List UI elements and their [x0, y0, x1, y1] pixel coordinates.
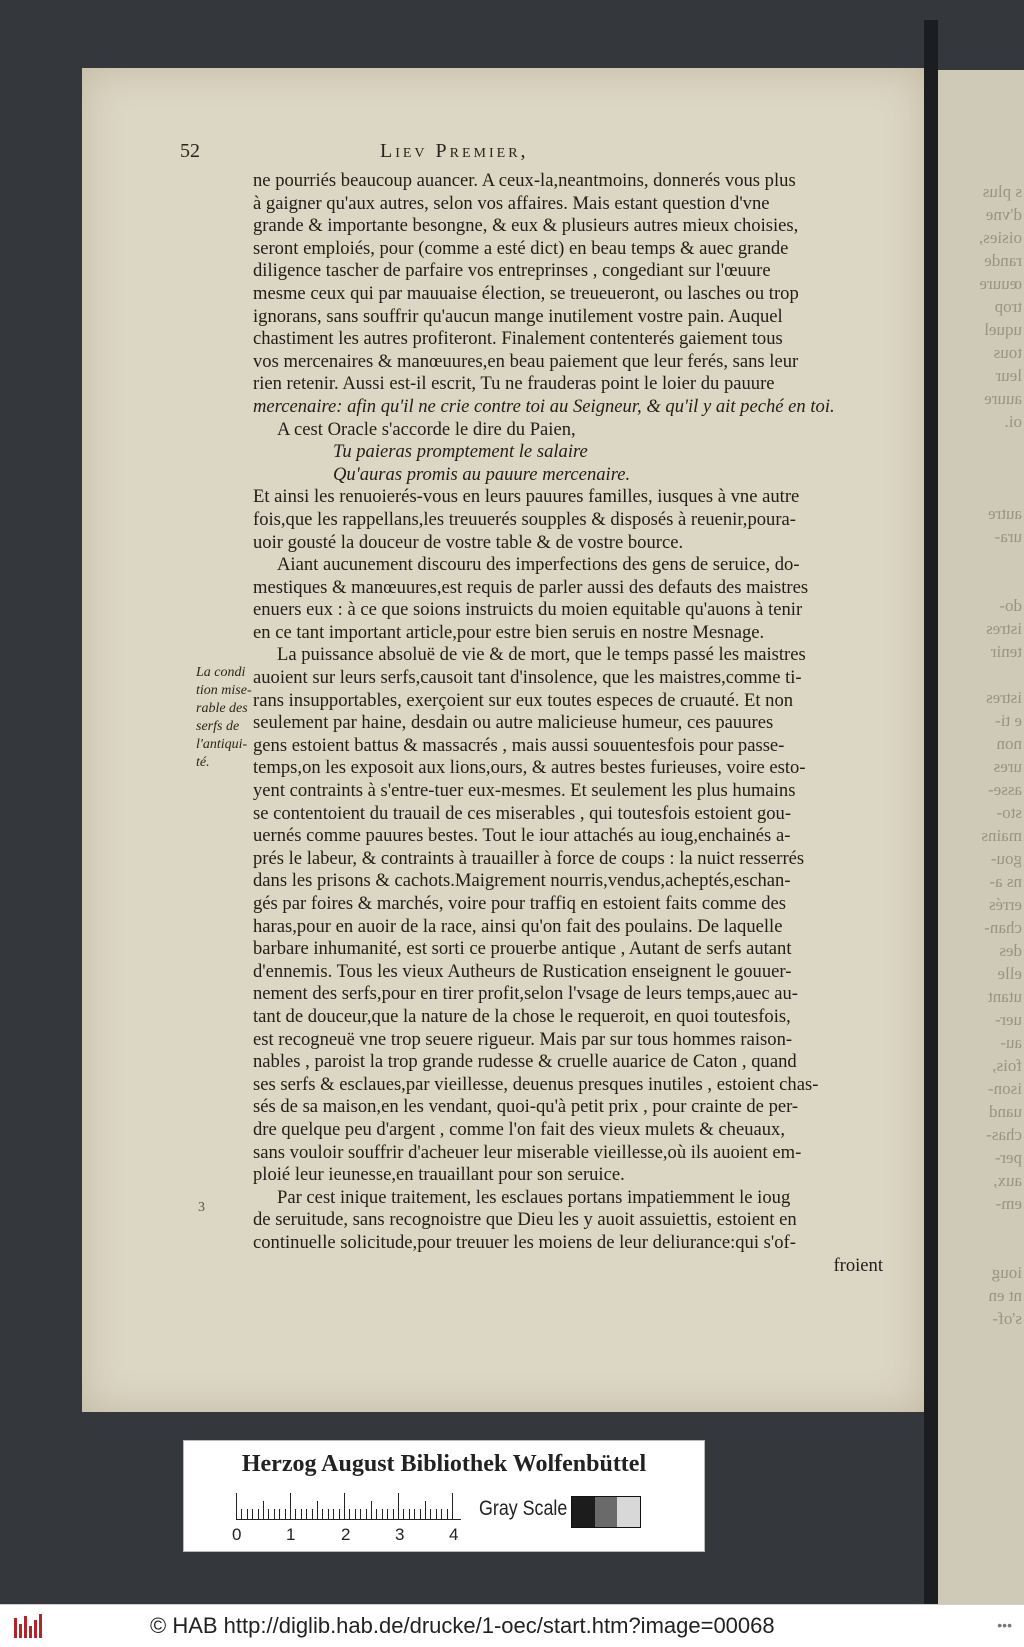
- text-line: d'ennemis. Tous les vieux Autheurs de Rustication enseignent le gouuer-: [253, 960, 792, 982]
- ruler-tick: [366, 1509, 367, 1519]
- text-line: rans insupportables, exerçoient sur eux toutes especes de cruauté. Et non: [253, 689, 794, 711]
- ruler-tick: [258, 1509, 259, 1519]
- ruler-number: 2: [341, 1525, 351, 1544]
- ruler-tick: [409, 1509, 410, 1519]
- ruler-number: 0: [232, 1525, 242, 1544]
- text-line: haras,pour en auoir de la race, ainsi qu'on fait des poulains. De laquelle: [253, 915, 783, 937]
- ruler-tick: [349, 1509, 350, 1519]
- text-line: enuers eux : à ce que soions instruicts du moien equitable qu'auons à tenir: [253, 599, 803, 621]
- text-line: sans vouloir souffrir d'acheuer leur miserable vieillesse,où ils auoient em-: [253, 1141, 802, 1163]
- text-line: yent contraints à s'entre-tuer eux-mesmes. Et seulement les plus humains: [253, 780, 796, 802]
- copyright-url[interactable]: © HAB http://diglib.hab.de/drucke/1-oec/start.htm?image=00068: [150, 1613, 775, 1638]
- text-line: sés de sa maison,en les vendant, quoi-qu'à petit prix , pour crainte de per-: [253, 1096, 799, 1118]
- text-line: ploié leur ieunesse,en trauaillant pour son seruice.: [253, 1164, 625, 1186]
- ruler-tick: [393, 1509, 394, 1519]
- ruler-tick: [236, 1493, 237, 1519]
- marginal-note: La condi tion mise-rable des serfs de l'antiqui-té.: [196, 665, 252, 770]
- ruler-tick: [360, 1509, 361, 1519]
- ruler-tick: [425, 1501, 426, 1519]
- ruler-tick: [252, 1509, 253, 1519]
- ruler-tick: [279, 1509, 280, 1519]
- ruler-tick: [447, 1509, 448, 1519]
- ruler-tick: [285, 1509, 286, 1519]
- text-line: nement des serfs,pour en tirer profit,selon l'vsage de leurs temps,auec au-: [253, 983, 798, 1005]
- text-line: Tu paieras promptement le salaire: [333, 441, 588, 463]
- text-line: La puissance absoluë de vie & de mort, que le temps passé les maistres: [277, 644, 806, 666]
- text-line: dre quelque peu d'argent , comme l'on fait des vieux mulets & cheuaux,: [253, 1118, 785, 1140]
- text-line: est recogneuë vne trop seuere rigueur. Mais par sur tous hommes raison-: [253, 1028, 793, 1050]
- ruler-tick: [274, 1509, 275, 1519]
- text-line: diligence tascher de parfaire vos entreprinses , congediant sur l'œuure: [253, 260, 771, 282]
- text-line: tant de douceur,que la nature de la chose le requeroit, en quoi toutesfois,: [253, 1005, 791, 1027]
- ruler-tick: [301, 1509, 302, 1519]
- text-line: uoir gousté la douceur de vostre table & de vostre bource.: [253, 531, 684, 553]
- ruler-tick: [328, 1509, 329, 1519]
- ruler-tick: [355, 1509, 356, 1519]
- running-head: [180, 140, 720, 164]
- ruler-tick: [436, 1509, 437, 1519]
- ruler-tick: [430, 1509, 431, 1519]
- text-line: ne pourriés beaucoup auancer. A ceux-la,neantmoins, donnerés vous plus: [253, 170, 796, 191]
- ruler-tick: [290, 1493, 291, 1519]
- text-line: Aiant aucunement discouru des imperfections des gens de seruice, do-: [277, 554, 800, 576]
- color-calibration-bar: [183, 1440, 705, 1552]
- text-line: uernés comme pauures bestes. Tout le iour attachés au ioug,enchainés a-: [253, 825, 791, 847]
- gray-swatch: [617, 1497, 640, 1527]
- footer-bar: [0, 1604, 1024, 1647]
- text-line: seront emploiés, pour (comme a esté dict) en beau temps & auec grande: [253, 237, 789, 259]
- text-line: A cest Oracle s'accorde le dire du Paien,: [277, 418, 576, 440]
- ruler-tick: [268, 1509, 269, 1519]
- ruler-tick: [414, 1509, 415, 1519]
- ruler-tick: [403, 1509, 404, 1519]
- ruler-tick: [295, 1509, 296, 1519]
- hab-logo-icon: [14, 1614, 44, 1638]
- text-line: temps,on les exposoit aux lions,ours, & autres bestes furieuses, voire esto-: [253, 757, 806, 779]
- stray-mark: 3: [198, 1200, 205, 1215]
- gray-swatch: [572, 1497, 595, 1527]
- text-line: chastiment les autres profiteront. Finalement contenterés gaiement tous: [253, 328, 783, 350]
- ruler-tick: [420, 1509, 421, 1519]
- bleed-through-text: s plus d'vne oisies, rande œuure trop uquel tous leur auure oi. autre ura- do- istres tenir istres e ti- non ures asse- sto- mains gou- ns a- errés chan- des elle utant uer- au- fois, ison- uand chas- per- aux, em- ioug nt en s'of-: [979, 182, 1022, 1328]
- ruler-number: 4: [449, 1525, 459, 1544]
- ruler-tick: [333, 1509, 334, 1519]
- ruler-number: 3: [395, 1525, 405, 1544]
- ruler-tick: [452, 1493, 453, 1519]
- running-title: Liev Premier,: [380, 140, 529, 162]
- more-icon[interactable]: •••: [997, 1617, 1012, 1633]
- ruler-tick: [398, 1493, 399, 1519]
- text-line: fois,que les rappellans,les treuuerés soupples & disposés à reuenir,poura-: [253, 508, 796, 530]
- page-number: 52: [180, 140, 200, 162]
- text-line: Qu'auras promis au pauure mercenaire.: [333, 463, 631, 485]
- ruler-tick: [376, 1509, 377, 1519]
- ruler-tick: [441, 1509, 442, 1519]
- text-line: de seruitude, sans recognoistre que Dieu les y auoit assuiettis, estoient en: [253, 1209, 797, 1231]
- facing-page-edge: [938, 70, 1024, 1604]
- ruler-tick: [339, 1509, 340, 1519]
- text-line: auoient sur leurs serfs,causoit tant d'insolence, que les maistres,comme ti-: [253, 667, 802, 689]
- ruler-tick: [382, 1509, 383, 1519]
- text-line: mesme ceux qui par mauuaise élection, se treueueront, ou lasches ou trop: [253, 282, 799, 304]
- text-line: à gaigner qu'aux autres, selon vos affaires. Mais estant question d'vne: [253, 192, 770, 214]
- ruler-tick: [387, 1509, 388, 1519]
- text-line: dans les prisons & cachots.Maigrement nourris,vendus,acheptés,eschan-: [253, 870, 791, 892]
- ruler-tick: [322, 1509, 323, 1519]
- ruler-tick: [306, 1509, 307, 1519]
- text-line: se contentoient du trauail de ces miserables , qui toutesfois estoient gou-: [253, 802, 792, 824]
- gray-scale-label: Gray Scale: [479, 1497, 568, 1520]
- ruler-tick: [344, 1493, 345, 1519]
- text-line: ses serfs & esclaues,par vieillesse, deuenus presques inutiles , estoient chas-: [253, 1073, 819, 1095]
- text-line: froient: [833, 1254, 883, 1276]
- ruler-tick: [312, 1509, 313, 1519]
- text-line: prés le labeur, & contraints à trauailler à force de coups : la nuict resserrés: [253, 847, 805, 869]
- text-line: gés par foires & marchés, voire pour traffiq en estoient faits comme des: [253, 893, 787, 914]
- text-line: ignorans, sans souffrir qu'aucun mange inutilement vostre pain. Auquel: [253, 305, 783, 327]
- text-line: vos mercenaires & manœuures,en beau paiement que leur ferés, sans leur: [253, 350, 799, 372]
- text-line: Par cest inique traitement, les esclaues portans impatiemment le ioug: [277, 1186, 791, 1208]
- text-line: grande & importante besongne, & eux & plusieurs autres mieux choisies,: [253, 215, 799, 237]
- ruler-tick: [263, 1501, 264, 1519]
- text-line: mestiques & manœuures,est requis de parler aussi des defauts des maistres: [253, 576, 809, 598]
- body-text: [253, 170, 883, 1277]
- ruler-tick: [317, 1501, 318, 1519]
- ruler-number: 1: [286, 1525, 296, 1544]
- ruler-tick: [247, 1509, 248, 1519]
- text-line: seulement par haine, desdain ou autre malicieuse humeur, ces pauures: [253, 712, 774, 734]
- text-line: gens estoient battus & massacrés , mais aussi souuentesfois pour passe-: [253, 734, 785, 756]
- text-line: en ce tant important article,pour estre bien seruis en nostre Mesnage.: [253, 621, 765, 643]
- text-line: Et ainsi les renuoierés-vous en leurs pauures familles, iusques à vne autre: [253, 486, 800, 508]
- text-line: rien retenir. Aussi est-il escrit, Tu ne frauderas point le loier du pauure: [253, 373, 775, 395]
- ruler-tick: [241, 1509, 242, 1519]
- text-line: continuelle solicitude,pour treuuer les moiens de leur deliurance:qui s'of-: [253, 1231, 796, 1253]
- text-line: mercenaire: afin qu'il ne crie contre toi au Seigneur, & qu'il y ait peché en toi.: [253, 395, 835, 417]
- library-name: Herzog August Bibliothek Wolfenbüttel: [241, 1451, 647, 1477]
- ruler-tick: [371, 1501, 372, 1519]
- gray-swatches: [571, 1496, 641, 1528]
- ruler: [236, 1493, 461, 1520]
- text-line: barbare inhumanité, est sorti ce prouerbe antique , Autant de serfs autant: [253, 938, 792, 960]
- gray-swatch: [595, 1497, 618, 1527]
- book-gutter: [924, 20, 938, 1604]
- text-line: nables , paroist la trop grande rudesse & cruelle auarice de Caton , quand: [253, 1051, 797, 1073]
